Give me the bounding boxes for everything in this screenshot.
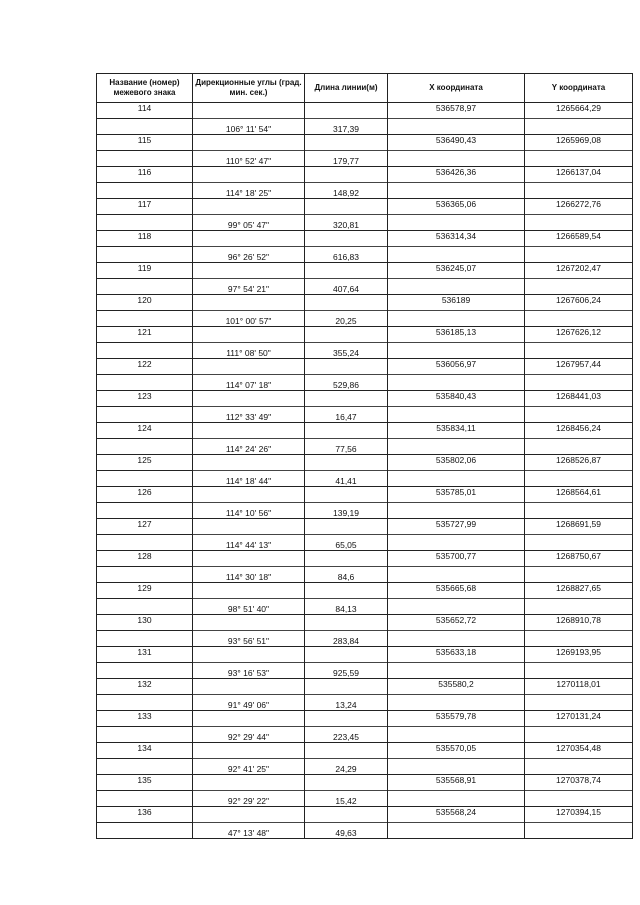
y-coordinate: 1268691,59 — [525, 519, 633, 535]
length-empty — [305, 455, 388, 471]
y-coordinate: 1265664,29 — [525, 103, 633, 119]
x-empty — [388, 183, 525, 199]
point-name: 121 — [97, 327, 193, 343]
direction-angle: 97° 54' 21" — [193, 279, 305, 295]
x-empty — [388, 599, 525, 615]
header-y: Y координата — [525, 74, 633, 103]
table-row — [97, 167, 633, 183]
line-length: 77,56 — [305, 439, 388, 455]
point-name: 127 — [97, 519, 193, 535]
direction-angle: 112° 33' 49" — [193, 407, 305, 423]
y-empty — [525, 119, 633, 135]
table-row — [97, 567, 633, 583]
name-empty — [97, 407, 193, 423]
line-length: 529,86 — [305, 375, 388, 391]
length-empty — [305, 423, 388, 439]
direction-angle: 114° 30' 18" — [193, 567, 305, 583]
x-coordinate: 535568,91 — [388, 775, 525, 791]
table-row — [97, 807, 633, 823]
y-coordinate: 1268441,03 — [525, 391, 633, 407]
x-empty — [388, 695, 525, 711]
y-coordinate: 1269193,95 — [525, 647, 633, 663]
y-coordinate: 1270354,48 — [525, 743, 633, 759]
table-row — [97, 135, 633, 151]
x-coordinate: 536578,97 — [388, 103, 525, 119]
y-empty — [525, 407, 633, 423]
x-coordinate: 535633,18 — [388, 647, 525, 663]
x-coordinate: 535665,68 — [388, 583, 525, 599]
y-empty — [525, 151, 633, 167]
point-name: 129 — [97, 583, 193, 599]
x-coordinate: 535652,72 — [388, 615, 525, 631]
y-empty — [525, 567, 633, 583]
y-empty — [525, 599, 633, 615]
x-coordinate: 535570,05 — [388, 743, 525, 759]
name-empty — [97, 567, 193, 583]
header-row — [97, 74, 633, 103]
direction-angle: 93° 16' 53" — [193, 663, 305, 679]
x-empty — [388, 151, 525, 167]
x-coordinate: 536189 — [388, 295, 525, 311]
x-empty — [388, 279, 525, 295]
table-row — [97, 375, 633, 391]
point-name: 132 — [97, 679, 193, 695]
x-coordinate: 535579,78 — [388, 711, 525, 727]
table-row — [97, 743, 633, 759]
y-empty — [525, 759, 633, 775]
table-row — [97, 119, 633, 135]
table-row — [97, 487, 633, 503]
x-coordinate: 536185,13 — [388, 327, 525, 343]
length-empty — [305, 391, 388, 407]
table-row — [97, 663, 633, 679]
x-empty — [388, 663, 525, 679]
length-empty — [305, 295, 388, 311]
length-empty — [305, 199, 388, 215]
point-name: 119 — [97, 263, 193, 279]
point-name: 128 — [97, 551, 193, 567]
y-empty — [525, 343, 633, 359]
length-empty — [305, 359, 388, 375]
length-empty — [305, 679, 388, 695]
angle-empty — [193, 327, 305, 343]
line-length: 24,29 — [305, 759, 388, 775]
x-empty — [388, 407, 525, 423]
x-coordinate: 536314,34 — [388, 231, 525, 247]
line-length: 148,92 — [305, 183, 388, 199]
direction-angle: 99° 05' 47" — [193, 215, 305, 231]
x-empty — [388, 215, 525, 231]
name-empty — [97, 823, 193, 839]
y-coordinate: 1268564,61 — [525, 487, 633, 503]
direction-angle: 111° 08' 50" — [193, 343, 305, 359]
line-length: 49,63 — [305, 823, 388, 839]
point-name: 120 — [97, 295, 193, 311]
table-body — [97, 103, 633, 839]
x-coordinate: 535834,11 — [388, 423, 525, 439]
length-empty — [305, 135, 388, 151]
angle-empty — [193, 775, 305, 791]
y-coordinate: 1266589,54 — [525, 231, 633, 247]
point-name: 122 — [97, 359, 193, 375]
y-empty — [525, 375, 633, 391]
point-name: 126 — [97, 487, 193, 503]
x-coordinate: 535700,77 — [388, 551, 525, 567]
y-empty — [525, 695, 633, 711]
table-row — [97, 775, 633, 791]
line-length: 16,47 — [305, 407, 388, 423]
length-empty — [305, 263, 388, 279]
table-row — [97, 535, 633, 551]
y-empty — [525, 311, 633, 327]
name-empty — [97, 695, 193, 711]
point-name: 134 — [97, 743, 193, 759]
line-length: 20,25 — [305, 311, 388, 327]
x-empty — [388, 247, 525, 263]
y-empty — [525, 247, 633, 263]
angle-empty — [193, 199, 305, 215]
direction-angle: 106° 11' 54" — [193, 119, 305, 135]
length-empty — [305, 551, 388, 567]
table-row — [97, 439, 633, 455]
direction-angle: 114° 24' 26" — [193, 439, 305, 455]
direction-angle: 91° 49' 06" — [193, 695, 305, 711]
line-length: 407,64 — [305, 279, 388, 295]
y-empty — [525, 503, 633, 519]
length-empty — [305, 327, 388, 343]
table-row — [97, 103, 633, 119]
table-row — [97, 407, 633, 423]
table-row — [97, 519, 633, 535]
length-empty — [305, 167, 388, 183]
line-length: 283,84 — [305, 631, 388, 647]
header-name: Название (номер) межевого знака — [97, 74, 193, 103]
x-empty — [388, 311, 525, 327]
point-name: 116 — [97, 167, 193, 183]
direction-angle: 92° 41' 25" — [193, 759, 305, 775]
y-coordinate: 1268910,78 — [525, 615, 633, 631]
x-empty — [388, 119, 525, 135]
direction-angle: 114° 18' 44" — [193, 471, 305, 487]
header-length: Длина линии(м) — [305, 74, 388, 103]
angle-empty — [193, 711, 305, 727]
angle-empty — [193, 455, 305, 471]
name-empty — [97, 471, 193, 487]
angle-empty — [193, 231, 305, 247]
direction-angle: 110° 52' 47" — [193, 151, 305, 167]
table-row — [97, 599, 633, 615]
table-row — [97, 791, 633, 807]
table-row — [97, 311, 633, 327]
name-empty — [97, 439, 193, 455]
table-row — [97, 471, 633, 487]
line-length: 317,39 — [305, 119, 388, 135]
header-angle: Дирекционные углы (град. мин. сек.) — [193, 74, 305, 103]
table-row — [97, 215, 633, 231]
direction-angle: 93° 56' 51" — [193, 631, 305, 647]
table-row — [97, 151, 633, 167]
x-coordinate: 535727,99 — [388, 519, 525, 535]
angle-empty — [193, 295, 305, 311]
table-row — [97, 343, 633, 359]
x-empty — [388, 471, 525, 487]
angle-empty — [193, 519, 305, 535]
name-empty — [97, 343, 193, 359]
direction-angle: 114° 18' 25" — [193, 183, 305, 199]
table-row — [97, 279, 633, 295]
table-row — [97, 423, 633, 439]
point-name: 124 — [97, 423, 193, 439]
direction-angle: 92° 29' 22" — [193, 791, 305, 807]
name-empty — [97, 151, 193, 167]
line-length: 84,13 — [305, 599, 388, 615]
x-coordinate: 535580,2 — [388, 679, 525, 695]
angle-empty — [193, 391, 305, 407]
x-coordinate: 535840,43 — [388, 391, 525, 407]
table-row — [97, 391, 633, 407]
length-empty — [305, 487, 388, 503]
y-coordinate: 1270378,74 — [525, 775, 633, 791]
y-coordinate: 1266272,76 — [525, 199, 633, 215]
x-coordinate: 535785,01 — [388, 487, 525, 503]
name-empty — [97, 759, 193, 775]
table-row — [97, 583, 633, 599]
y-coordinate: 1265969,08 — [525, 135, 633, 151]
table-row — [97, 551, 633, 567]
angle-empty — [193, 423, 305, 439]
table-row — [97, 183, 633, 199]
x-coordinate: 536365,06 — [388, 199, 525, 215]
name-empty — [97, 727, 193, 743]
point-name: 130 — [97, 615, 193, 631]
line-length: 320,81 — [305, 215, 388, 231]
name-empty — [97, 247, 193, 263]
y-empty — [525, 439, 633, 455]
name-empty — [97, 375, 193, 391]
point-name: 117 — [97, 199, 193, 215]
line-length: 65,05 — [305, 535, 388, 551]
x-coordinate: 536056,97 — [388, 359, 525, 375]
y-coordinate: 1267626,12 — [525, 327, 633, 343]
line-length: 925,59 — [305, 663, 388, 679]
angle-empty — [193, 647, 305, 663]
x-coordinate: 535568,24 — [388, 807, 525, 823]
y-coordinate: 1268526,87 — [525, 455, 633, 471]
table-row — [97, 679, 633, 695]
name-empty — [97, 631, 193, 647]
point-name: 123 — [97, 391, 193, 407]
table-row — [97, 727, 633, 743]
point-name: 131 — [97, 647, 193, 663]
x-empty — [388, 823, 525, 839]
direction-angle: 114° 44' 13" — [193, 535, 305, 551]
y-empty — [525, 535, 633, 551]
y-coordinate: 1270131,24 — [525, 711, 633, 727]
line-length: 15,42 — [305, 791, 388, 807]
name-empty — [97, 119, 193, 135]
length-empty — [305, 103, 388, 119]
angle-empty — [193, 551, 305, 567]
x-coordinate: 536490,43 — [388, 135, 525, 151]
name-empty — [97, 503, 193, 519]
table-row — [97, 615, 633, 631]
angle-empty — [193, 679, 305, 695]
x-empty — [388, 503, 525, 519]
angle-empty — [193, 807, 305, 823]
line-length: 355,24 — [305, 343, 388, 359]
x-empty — [388, 535, 525, 551]
x-empty — [388, 375, 525, 391]
point-name: 135 — [97, 775, 193, 791]
y-empty — [525, 471, 633, 487]
angle-empty — [193, 263, 305, 279]
table-row — [97, 199, 633, 215]
point-name: 136 — [97, 807, 193, 823]
direction-angle: 47° 13' 48" — [193, 823, 305, 839]
y-empty — [525, 823, 633, 839]
name-empty — [97, 183, 193, 199]
table-row — [97, 759, 633, 775]
y-empty — [525, 279, 633, 295]
x-coordinate: 536245,07 — [388, 263, 525, 279]
x-coordinate: 535802,06 — [388, 455, 525, 471]
direction-angle: 114° 10' 56" — [193, 503, 305, 519]
y-coordinate: 1267957,44 — [525, 359, 633, 375]
name-empty — [97, 215, 193, 231]
length-empty — [305, 743, 388, 759]
y-empty — [525, 663, 633, 679]
direction-angle: 92° 29' 44" — [193, 727, 305, 743]
angle-empty — [193, 359, 305, 375]
point-name: 125 — [97, 455, 193, 471]
angle-empty — [193, 487, 305, 503]
angle-empty — [193, 103, 305, 119]
x-empty — [388, 439, 525, 455]
line-length: 223,45 — [305, 727, 388, 743]
table-row — [97, 647, 633, 663]
table-row — [97, 327, 633, 343]
length-empty — [305, 231, 388, 247]
y-coordinate: 1267202,47 — [525, 263, 633, 279]
y-coordinate: 1270118,01 — [525, 679, 633, 695]
line-length: 41,41 — [305, 471, 388, 487]
table-row — [97, 455, 633, 471]
y-empty — [525, 791, 633, 807]
line-length: 139,19 — [305, 503, 388, 519]
table-row — [97, 295, 633, 311]
name-empty — [97, 311, 193, 327]
direction-angle: 98° 51' 40" — [193, 599, 305, 615]
angle-empty — [193, 135, 305, 151]
length-empty — [305, 807, 388, 823]
direction-angle: 96° 26' 52" — [193, 247, 305, 263]
table-row — [97, 823, 633, 839]
line-length: 13,24 — [305, 695, 388, 711]
point-name: 118 — [97, 231, 193, 247]
x-empty — [388, 791, 525, 807]
y-coordinate: 1268750,67 — [525, 551, 633, 567]
boundary-coordinates-table — [96, 73, 633, 839]
x-empty — [388, 727, 525, 743]
table-row — [97, 231, 633, 247]
length-empty — [305, 775, 388, 791]
table-row — [97, 247, 633, 263]
line-length: 616,83 — [305, 247, 388, 263]
angle-empty — [193, 615, 305, 631]
table-row — [97, 631, 633, 647]
length-empty — [305, 519, 388, 535]
point-name: 114 — [97, 103, 193, 119]
x-empty — [388, 759, 525, 775]
y-coordinate: 1268456,24 — [525, 423, 633, 439]
x-empty — [388, 631, 525, 647]
y-coordinate: 1267606,24 — [525, 295, 633, 311]
name-empty — [97, 599, 193, 615]
y-empty — [525, 215, 633, 231]
y-coordinate: 1270394,15 — [525, 807, 633, 823]
x-empty — [388, 567, 525, 583]
direction-angle: 114° 07' 18" — [193, 375, 305, 391]
angle-empty — [193, 743, 305, 759]
length-empty — [305, 647, 388, 663]
name-empty — [97, 791, 193, 807]
point-name: 133 — [97, 711, 193, 727]
table-row — [97, 503, 633, 519]
name-empty — [97, 279, 193, 295]
y-coordinate: 1266137,04 — [525, 167, 633, 183]
line-length: 84,6 — [305, 567, 388, 583]
table-row — [97, 711, 633, 727]
x-empty — [388, 343, 525, 359]
angle-empty — [193, 583, 305, 599]
table-row — [97, 695, 633, 711]
y-empty — [525, 727, 633, 743]
y-empty — [525, 183, 633, 199]
direction-angle: 101° 00' 57" — [193, 311, 305, 327]
angle-empty — [193, 167, 305, 183]
header-x: X координата — [388, 74, 525, 103]
line-length: 179,77 — [305, 151, 388, 167]
name-empty — [97, 535, 193, 551]
table-row — [97, 359, 633, 375]
length-empty — [305, 711, 388, 727]
point-name: 115 — [97, 135, 193, 151]
name-empty — [97, 663, 193, 679]
y-empty — [525, 631, 633, 647]
x-coordinate: 536426,36 — [388, 167, 525, 183]
table-row — [97, 263, 633, 279]
length-empty — [305, 583, 388, 599]
length-empty — [305, 615, 388, 631]
y-coordinate: 1268827,65 — [525, 583, 633, 599]
